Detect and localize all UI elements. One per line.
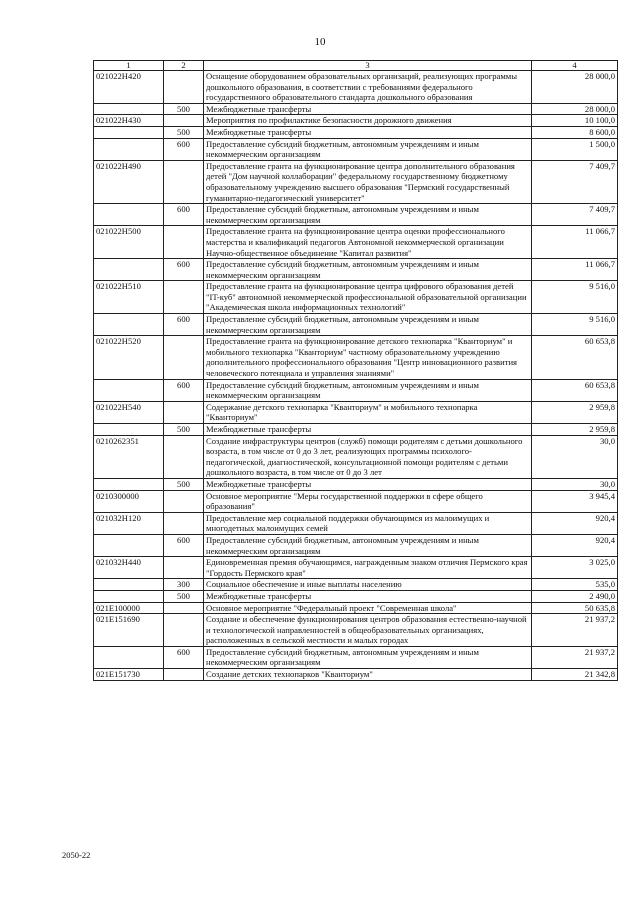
table-row	[94, 424, 618, 436]
amount-cell: 60 653,8	[532, 336, 618, 379]
expense-type-cell: 500	[164, 590, 204, 602]
table-row	[94, 204, 618, 226]
code-cell: 021022Н510	[94, 281, 164, 314]
table-row	[94, 226, 618, 259]
footer-document-code: 2050-22	[62, 850, 91, 860]
code-cell	[94, 204, 164, 226]
table-row	[94, 669, 618, 681]
code-cell: 021032Н120	[94, 512, 164, 534]
code-cell: 021022Н540	[94, 401, 164, 423]
table-body	[94, 71, 618, 681]
table-row	[94, 336, 618, 379]
name-cell: Содержание детского технопарка "Кванториум" и мобильного технопарка "Кванториум"	[204, 401, 532, 423]
expense-type-cell: 500	[164, 103, 204, 115]
name-cell: Предоставление субсидий бюджетным, автономным учреждениям и иным некоммерческим организациям	[204, 314, 532, 336]
amount-cell: 30,0	[532, 478, 618, 490]
name-cell: Межбюджетные трансферты	[204, 103, 532, 115]
table-row	[94, 103, 618, 115]
expense-type-cell: 600	[164, 534, 204, 556]
amount-cell: 11 066,7	[532, 259, 618, 281]
header-col-1: 1	[94, 61, 164, 71]
expense-type-cell: 300	[164, 579, 204, 591]
name-cell: Основное мероприятие "Меры государственной поддержки в сфере общего образования"	[204, 490, 532, 512]
expense-type-cell	[164, 614, 204, 647]
name-cell: Оснащение оборудованием образовательных организаций, реализующих программы дошкольного образования, в соответствии с требованиями федерального государственного образовательного стандарта дошкольного образования	[204, 71, 532, 104]
name-cell: Предоставление субсидий бюджетным, автономным учреждениям и иным некоммерческим организациям	[204, 204, 532, 226]
expense-type-cell: 600	[164, 646, 204, 668]
amount-cell: 60 653,8	[532, 379, 618, 401]
code-cell	[94, 138, 164, 160]
name-cell: Предоставление субсидий бюджетным, автономным учреждениям и иным некоммерческим организациям	[204, 379, 532, 401]
table-row	[94, 579, 618, 591]
table-row	[94, 614, 618, 647]
code-cell: 0210262351	[94, 435, 164, 478]
table-row	[94, 490, 618, 512]
amount-cell: 9 516,0	[532, 281, 618, 314]
header-col-3: 3	[204, 61, 532, 71]
name-cell: Предоставление субсидий бюджетным, автономным учреждениям и иным некоммерческим организациям	[204, 138, 532, 160]
amount-cell: 9 516,0	[532, 314, 618, 336]
expense-type-cell	[164, 281, 204, 314]
table-row	[94, 314, 618, 336]
expense-type-cell	[164, 669, 204, 681]
amount-cell: 21 342,8	[532, 669, 618, 681]
expense-type-cell: 500	[164, 126, 204, 138]
amount-cell: 28 000,0	[532, 103, 618, 115]
budget-table	[93, 60, 618, 681]
table-row	[94, 71, 618, 104]
table-row	[94, 160, 618, 203]
amount-cell: 8 600,0	[532, 126, 618, 138]
code-cell	[94, 646, 164, 668]
code-cell	[94, 379, 164, 401]
table-row	[94, 512, 618, 534]
amount-cell: 7 409,7	[532, 204, 618, 226]
amount-cell: 3 025,0	[532, 557, 618, 579]
header-col-4: 4	[532, 61, 618, 71]
code-cell: 021032Н440	[94, 557, 164, 579]
amount-cell: 3 945,4	[532, 490, 618, 512]
name-cell: Создание инфраструктуры центров (служб) помощи родителям с детьми дошкольного возраста, в том числе от 0 до 3 лет, реализующих программы психолого-педагогической, диагностической, консультационной помощи родителям с детьми дошкольного возраста, в том числе от 0 до 3 лет	[204, 435, 532, 478]
amount-cell: 7 409,7	[532, 160, 618, 203]
expense-type-cell	[164, 602, 204, 614]
expense-type-cell: 500	[164, 424, 204, 436]
amount-cell: 30,0	[532, 435, 618, 478]
code-cell: 021Е100000	[94, 602, 164, 614]
table-row	[94, 602, 618, 614]
code-cell	[94, 126, 164, 138]
table-row	[94, 138, 618, 160]
expense-type-cell: 600	[164, 138, 204, 160]
table-row	[94, 646, 618, 668]
name-cell: Предоставление гранта на функционирование детского технопарка "Кванториум" и мобильного технопарка "Кванториум" частному образовательному учреждению дополнительного профессионального образования "Центр инновационного развития человеческого потенциала и управления знаниями"	[204, 336, 532, 379]
code-cell: 021Е151730	[94, 669, 164, 681]
table-row	[94, 126, 618, 138]
expense-type-cell: 600	[164, 259, 204, 281]
table-row	[94, 435, 618, 478]
name-cell: Предоставление мер социальной поддержки обучающимся из малоимущих и многодетных малоимущих семей	[204, 512, 532, 534]
name-cell: Мероприятия по профилактике безопасности дорожного движения	[204, 115, 532, 127]
expense-type-cell	[164, 512, 204, 534]
name-cell: Межбюджетные трансферты	[204, 126, 532, 138]
amount-cell: 2 490,0	[532, 590, 618, 602]
table-row	[94, 281, 618, 314]
name-cell: Предоставление гранта на функционирование центра дополнительного образования детей "Дом научной коллаборации" федеральному государственному бюджетному образовательному учреждению высшего образования "Пермский государственный гуманитарно-педагогический университет"	[204, 160, 532, 203]
name-cell: Межбюджетные трансферты	[204, 478, 532, 490]
code-cell: 021022Н520	[94, 336, 164, 379]
expense-type-cell	[164, 336, 204, 379]
code-cell: 021022Н500	[94, 226, 164, 259]
expense-type-cell: 600	[164, 379, 204, 401]
name-cell: Создание и обеспечение функционирования центров образования естественно-научной и технологической направленностей в общеобразовательных организациях, расположенных в сельской местности и малых городах	[204, 614, 532, 647]
name-cell: Предоставление субсидий бюджетным, автономным учреждениям и иным некоммерческим организациям	[204, 259, 532, 281]
amount-cell: 920,4	[532, 512, 618, 534]
code-cell	[94, 478, 164, 490]
code-cell: 021022Н420	[94, 71, 164, 104]
expense-type-cell	[164, 115, 204, 127]
amount-cell: 50 635,8	[532, 602, 618, 614]
table-row	[94, 379, 618, 401]
amount-cell: 920,4	[532, 534, 618, 556]
amount-cell: 28 000,0	[532, 71, 618, 104]
expense-type-cell	[164, 490, 204, 512]
code-cell: 0210300000	[94, 490, 164, 512]
table-row	[94, 259, 618, 281]
code-cell: 021022Н490	[94, 160, 164, 203]
table-row	[94, 534, 618, 556]
expense-type-cell	[164, 557, 204, 579]
code-cell: 021022Н430	[94, 115, 164, 127]
name-cell: Социальное обеспечение и иные выплаты населению	[204, 579, 532, 591]
name-cell: Предоставление субсидий бюджетным, автономным учреждениям и иным некоммерческим организациям	[204, 646, 532, 668]
code-cell	[94, 579, 164, 591]
expense-type-cell	[164, 226, 204, 259]
amount-cell: 11 066,7	[532, 226, 618, 259]
table-row	[94, 401, 618, 423]
expense-type-cell: 600	[164, 314, 204, 336]
table-row	[94, 478, 618, 490]
table-header-row	[94, 61, 618, 71]
table-row	[94, 115, 618, 127]
name-cell: Единовременная премия обучающимся, награжденным знаком отличия Пермского края "Гордость Пермского края"	[204, 557, 532, 579]
page-number: 10	[314, 36, 326, 48]
name-cell: Основное мероприятие "Федеральный проект "Современная школа"	[204, 602, 532, 614]
expense-type-cell	[164, 71, 204, 104]
amount-cell: 2 959,8	[532, 424, 618, 436]
code-cell	[94, 103, 164, 115]
name-cell: Межбюджетные трансферты	[204, 424, 532, 436]
name-cell: Предоставление гранта на функционирование центра оценки профессионального мастерства и квалификаций педагогов Автономной некоммерческой организации Научно-общественное объединение "Капитал развития"	[204, 226, 532, 259]
expense-type-cell: 500	[164, 478, 204, 490]
expense-type-cell	[164, 435, 204, 478]
code-cell	[94, 534, 164, 556]
expense-type-cell: 600	[164, 204, 204, 226]
amount-cell: 10 100,0	[532, 115, 618, 127]
header-col-2: 2	[164, 61, 204, 71]
amount-cell: 2 959,8	[532, 401, 618, 423]
name-cell: Создание детских технопарков "Кванториум"	[204, 669, 532, 681]
amount-cell: 1 500,0	[532, 138, 618, 160]
name-cell: Предоставление субсидий бюджетным, автономным учреждениям и иным некоммерческим организациям	[204, 534, 532, 556]
name-cell: Предоставление гранта на функционирование центра цифрового образования детей "IT-куб" автономной некоммерческой профессиональной образовательной организации "Академическая школа информационных технологий"	[204, 281, 532, 314]
code-cell	[94, 590, 164, 602]
expense-type-cell	[164, 160, 204, 203]
amount-cell: 21 937,2	[532, 614, 618, 647]
code-cell	[94, 314, 164, 336]
table-row	[94, 590, 618, 602]
amount-cell: 21 937,2	[532, 646, 618, 668]
amount-cell: 535,0	[532, 579, 618, 591]
expense-type-cell	[164, 401, 204, 423]
name-cell: Межбюджетные трансферты	[204, 590, 532, 602]
code-cell	[94, 424, 164, 436]
code-cell: 021Е151690	[94, 614, 164, 647]
code-cell	[94, 259, 164, 281]
table-row	[94, 557, 618, 579]
